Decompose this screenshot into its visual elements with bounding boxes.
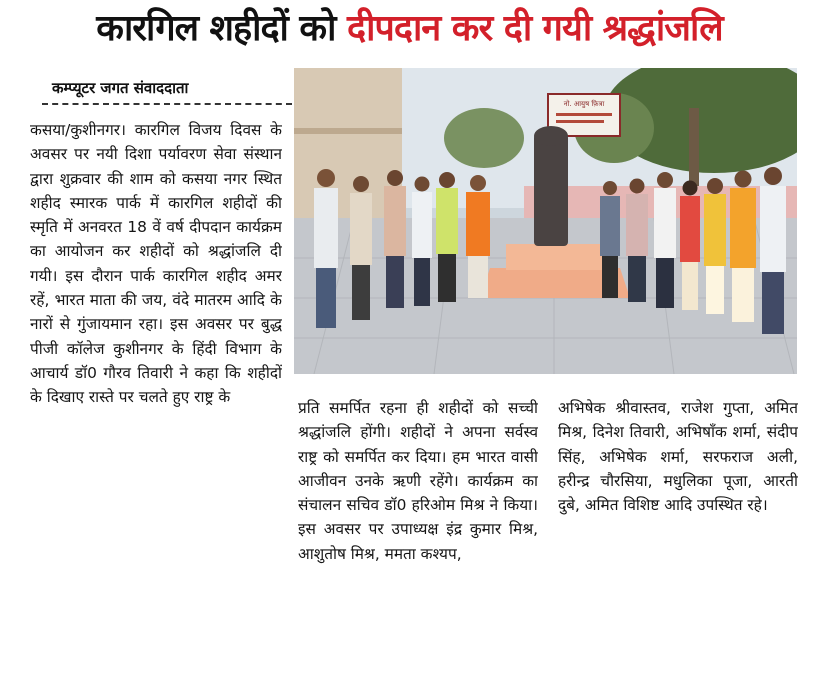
headline-red: दीपदान कर दी गयी श्रद्धांजलि <box>346 8 723 49</box>
byline: कम्प्यूटर जगत संवाददाता <box>52 79 189 97</box>
news-photo <box>294 68 797 374</box>
byline-divider <box>42 103 292 105</box>
headline <box>0 6 819 52</box>
headline-black: कारगिल शहीदों को <box>96 8 336 49</box>
article-column-1: कसया/कुशीनगर। कारगिल विजय दिवस के अवसर पर नयी दिशा पर्यावरण सेवा संस्थान द्वारा शुक्रवार की शाम को कसया नगर स्थित शहीद स्मारक पार्क में कारगिल शहीदों की स्मृति में अनवरत 18 वें वर्ष दीपदान कार्यक्रम का आयोजन कर शहीदों को श्रद्धांजलि दी गयी। इस दौरान पार्क कारगिल शहीद अमर रहें, भारत माता की जय, वंदे मातरम आदि के नारों से गुंजायमान रहा। इस अवसर पर बुद्ध पीजी कॉलेज कुशीनगर के हिंदी विभाग के आचार्य डॉ0 गौरव तिवारी ने कहा कि शहीदों के दिखाए रास्ते पर चलते हुए राष्ट्र के <box>30 121 282 407</box>
article-column-2: प्रति समर्पित रहना ही शहीदों को सच्ची श्रद्धांजलि होंगी। शहीदों ने अपना सर्वस्व राष्ट्र को समर्पित कर दिया। हम भारत वासी आजीवन उनके ऋणी रहेंगे। कार्यक्रम का संचालन सचिव डॉ0 हरिओम मिश्र ने किया। इस अवसर पर उपाध्यक्ष इंद्र कुमार मिश्र, आशुतोष मिश्र, ममता कश्यप, <box>298 399 538 563</box>
signboard-text: नो. आयुष फ़ित्रा <box>563 100 605 108</box>
article-column-3: अभिषेक श्रीवास्तव, राजेश गुप्ता, अमित मिश्र, दिनेश तिवारी, अभिषाँक शर्मा, संदीप सिंह, अभिषेक शर्मा, सरफराज अली, हरीन्द्र चौरसिया, मधुलिका पूजा, आरती दुबे, अमित विशिष्ट आदि उपस्थित रहे। <box>558 399 798 515</box>
